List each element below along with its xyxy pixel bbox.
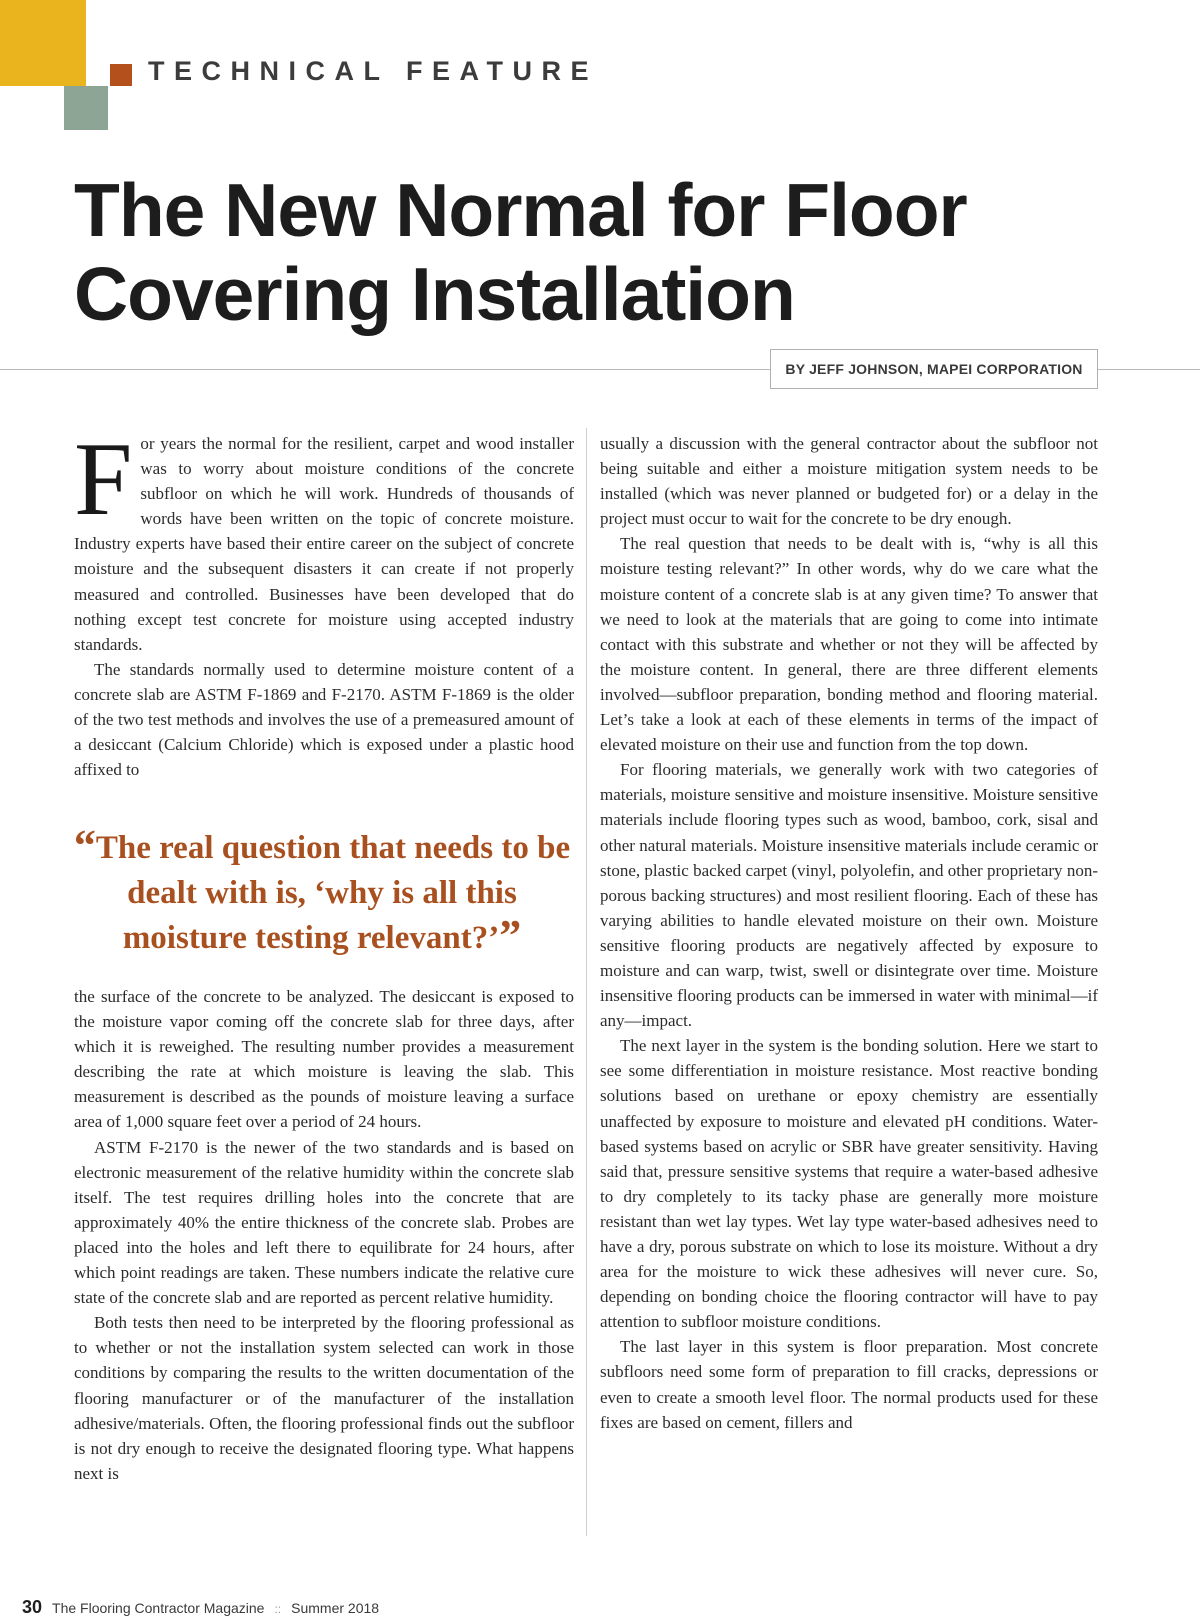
drop-cap: F [74, 431, 133, 537]
paragraph-8: For flooring materials, we generally work with two categories of materials, moisture sensitive and moisture insensitive. Moisture sensitive materials include flooring types such as wood, bamboo, cork, sisal and other natural materials. Moisture insensitive materials include ceramic or stone, plastic backed carpet (vinyl, polyolefin, and other proprietary non-porous backing structures) and most resilient flooring. Each of these has varying abilities to handle elevated moisture on their own. Moisture sensitive flooring products are negatively affected by exposure to moisture and can warp, twist, swell or disintegrate over time. Moisture insensitive flooring products can be immersed in water with minimal—if any—impact. [600, 760, 1098, 1031]
paragraph-4: ASTM F-2170 is the newer of the two standards and is based on electronic measurement of the relative humidity within the concrete slab itself. The test requires drilling holes into the concrete that are approximately 40% the entire thickness of the concrete slab. Probes are placed into the holes and left there to equilibrate for 24 hours, after which point readings are taken. These numbers indicate the relative cure state of the concrete slab and are reported as percent relative humidity. [74, 1137, 574, 1308]
section-label: TECHNICAL FEATURE [148, 56, 598, 86]
article-title: The New Normal for Floor Covering Installation [74, 168, 967, 336]
paragraph-7: The real question that needs to be dealt with is, “why is all this moisture testing relevant?” In other words, why do we care what the moisture content of a concrete slab is at any given time? To answer that we need to look at the materials that are going to come into intimate contact with this substrate and whether or not they will be affected by the moisture content. In general, there are three different elements involved—subfloor preparation, bonding method and flooring material. Let’s take a look at each of these elements in terms of the impact of elevated moisture on their use and function from the top down. [600, 534, 1098, 755]
paragraph-6: usually a discussion with the general contractor about the subfloor not being suitable and either a moisture mitigation system needs to be installed (which was never planned or budgeted for) or a delay in the project must occur to wait for the concrete to be dry enough. [600, 434, 1098, 529]
open-quote-mark: “ [73, 821, 96, 870]
paragraph-2: The standards normally used to determine moisture content of a concrete slab are ASTM F-1869 and F-2170. ASTM F-1869 is the older of the two test methods and involves the use of a premeasured amount of a desiccant (Calcium Chloride) which is exposed under a plastic hood affixed to [74, 659, 574, 780]
paragraph-5: Both tests then need to be interpreted by the flooring professional as to whether or not the installation system selected can work in those conditions by comparing the results to the written documentation of the flooring manufacturer or of the manufacturer of the installation adhesive/materials. Often, the flooring professional finds out the subfloor is not dry enough to receive the designated flooring type. What happens next is [74, 1313, 574, 1483]
right-column [600, 431, 1098, 1435]
paragraph-10: The last layer in this system is floor preparation. Most concrete subfloors need some form of preparation to fill cracks, depressions or even to create a smooth level floor. The normal products used for these fixes are based on cement, fillers and [600, 1337, 1098, 1432]
left-column-bottom [74, 984, 574, 1486]
paragraph-9: The next layer in the system is the bonding solution. Here we start to see some differentiation in moisture resistance. Most reactive bonding solutions based on urethane or epoxy chemistry are essentially unaffected by exposure to moisture and elevated pH conditions. Water-based systems based on acrylic or SBR have greater sensitivity. Having said that, pressure sensitive systems that require a water-based adhesive to dry completely to its tacky phase are generally more moisture resistant than wet lay types. Wet lay type water-based adhesives need to have a dry, porous substrate on which to lose its moisture. Without a dry area for the moisture to wick these adhesives will never cure. So, depending on bonding choice the flooring contractor will have to pay attention to subfloor moisture conditions. [600, 1036, 1098, 1332]
close-quote-mark: ” [499, 911, 522, 960]
paragraph-1: For years the normal for the resilient, carpet and wood installer was to worry about moisture conditions of the concrete subfloor on which he will work. Hundreds of thousands of words have been written on the topic of concrete moisture. Industry experts have based their entire career on the subject of concrete moisture and the subsequent disasters it can create if not properly measured and controlled. Businesses have been developed that do nothing except test concrete for moisture using accepted industry standards. [74, 431, 574, 654]
column-divider [586, 428, 587, 1536]
pull-quote [62, 821, 582, 961]
page-number: 30 [22, 1597, 43, 1617]
left-column-top [74, 431, 574, 802]
issue-date: Summer 2018 [291, 1600, 380, 1616]
decor-green-square [64, 86, 108, 130]
decor-yellow-square [0, 0, 86, 86]
byline: BY JEFF JOHNSON, MAPEI CORPORATION [770, 349, 1098, 389]
magazine-name: The Flooring Contractor Magazine [52, 1600, 265, 1616]
page-footer [22, 1597, 379, 1618]
pull-quote-text: The real question that needs to be dealt with is, ‘why is all this moisture testing relevant?’ [95, 830, 571, 956]
section-marker-square [110, 64, 132, 86]
paragraph-3: the surface of the concrete to be analyzed. The desiccant is exposed to the moisture vapor coming off the concrete slab for three days, after which it is reweighed. The resulting number provides a measurement describing the rate at which moisture is leaving the slab. This measurement is described as the pounds of moisture leaving a surface area of 1,000 square feet over a period of 24 hours. [74, 987, 574, 1132]
footer-separator: :: [274, 1602, 282, 1616]
